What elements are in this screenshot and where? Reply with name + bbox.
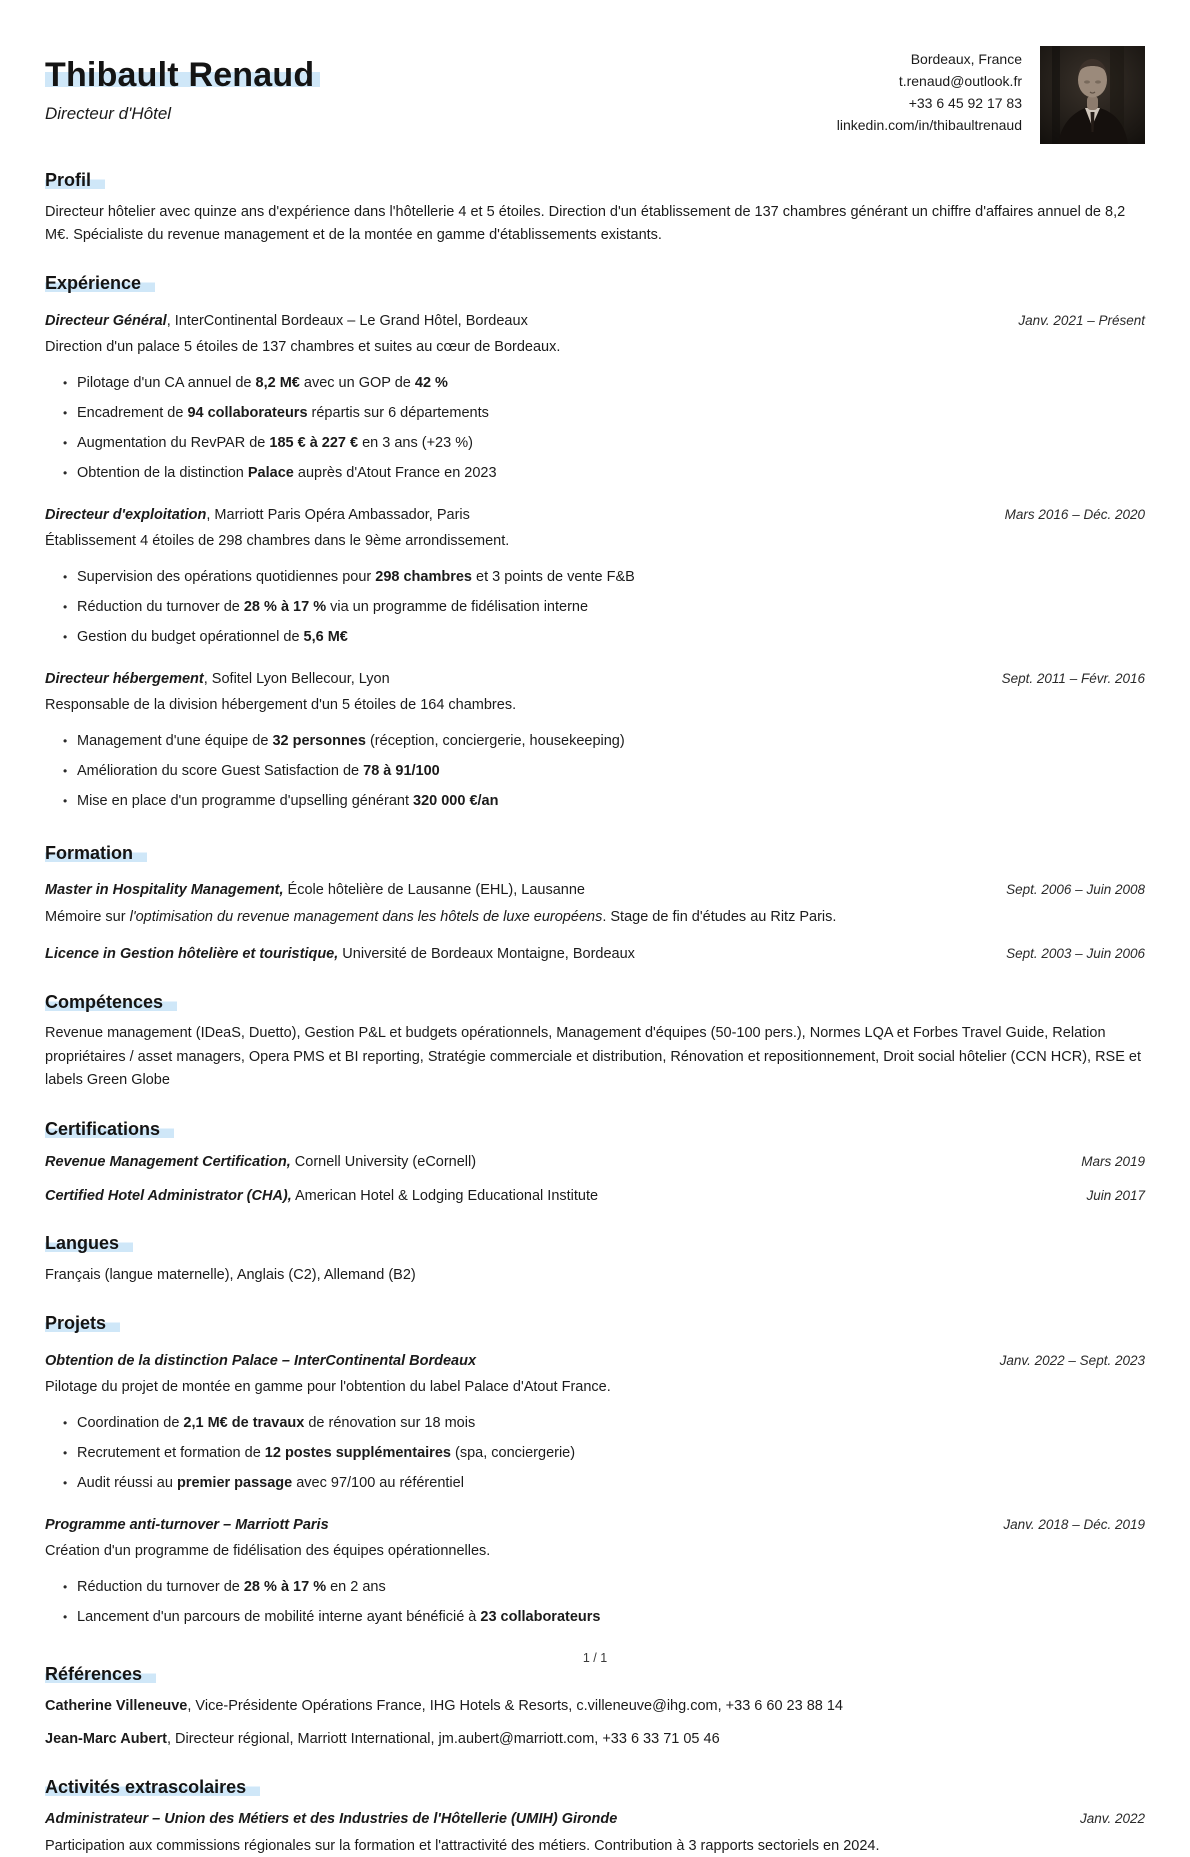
entry-school: Université de Bordeaux Montaigne, Bordeaux xyxy=(338,946,635,963)
project-entry xyxy=(45,1350,1145,1499)
section-heading-activites xyxy=(45,1776,1145,1799)
entry-date: Janv. 2018 – Déc. 2019 xyxy=(1003,1516,1145,1532)
section-langues xyxy=(45,1232,1145,1287)
entry-date: Sept. 2003 – Juin 2006 xyxy=(1006,946,1145,962)
entry-title xyxy=(45,943,635,965)
bullet-text: Recrutement et formation de 12 postes supplémentaires (spa, conciergerie) xyxy=(77,1445,576,1462)
entry-role: Directeur hébergement xyxy=(45,670,204,687)
entry-title xyxy=(45,1514,329,1536)
bullet-item xyxy=(63,1409,1145,1439)
entry-title xyxy=(45,1808,617,1830)
entry-date: Mars 2016 – Déc. 2020 xyxy=(1004,506,1145,522)
reference-name: Catherine Villeneuve xyxy=(45,1698,188,1715)
entry-title xyxy=(45,310,528,332)
certification-issuer: Cornell University (eCornell) xyxy=(290,1154,477,1171)
entry-company: , Sofitel Lyon Bellecour, Lyon xyxy=(203,670,390,687)
certification-entry xyxy=(45,1151,1145,1173)
reference-name: Jean-Marc Aubert xyxy=(45,1730,167,1747)
section-heading-profil-text: Profil xyxy=(45,170,105,190)
bullet-text: Audit réussi au premier passage avec 97/100 au référentiel xyxy=(77,1475,464,1492)
bullet-item xyxy=(63,563,1145,593)
bullet-list xyxy=(63,1573,1145,1633)
entry-date: Janv. 2021 – Présent xyxy=(1018,312,1145,328)
bullet-icon: • xyxy=(63,734,68,749)
contact-linkedin: linkedin.com/in/thibaultrenaud xyxy=(836,117,1022,133)
section-heading-experience-text: Expérience xyxy=(45,273,155,293)
reference-row xyxy=(45,1729,1145,1751)
entry-date: Mars 2019 xyxy=(1081,1154,1145,1170)
contact-block xyxy=(837,48,1022,136)
entry-head xyxy=(45,1350,1145,1372)
entry-head xyxy=(45,668,1145,690)
entry-description: Direction d'un palace 5 étoiles de 137 chambres et suites au cœur de Bordeaux. xyxy=(45,339,561,356)
section-heading-langues-text: Langues xyxy=(45,1233,133,1253)
entry-description: Création d'un programme de fidélisation des équipes opérationnelles. xyxy=(45,1543,491,1560)
bullet-text: Coordination de 2,1 M€ de travaux de rénovation sur 18 mois xyxy=(77,1415,476,1432)
reference-details: , Vice-Présidente Opérations France, IHG Hotels & Resorts, c.villeneuve@ihg.com, +33 6 60 23 88 14 xyxy=(187,1698,843,1715)
section-heading-competences-text: Compétences xyxy=(45,992,177,1012)
entry-head xyxy=(45,879,1145,901)
bullet-icon: • xyxy=(63,1446,68,1461)
section-heading-references-text: Références xyxy=(45,1664,156,1684)
bullet-item xyxy=(63,1439,1145,1469)
bullet-icon: • xyxy=(63,406,68,421)
profile-photo-image xyxy=(1040,46,1145,144)
section-heading-experience xyxy=(45,272,1145,295)
bullet-icon: • xyxy=(63,1476,68,1491)
entry-date: Janv. 2022 xyxy=(1079,1811,1145,1827)
bullet-list xyxy=(63,727,1145,817)
bullet-list xyxy=(63,1409,1145,1499)
bullet-icon: • xyxy=(63,794,68,809)
entry-description: Responsable de la division hébergement d'un 5 étoiles de 164 chambres. xyxy=(45,697,517,714)
person-job-title: Directeur d'Hôtel xyxy=(45,104,172,124)
bullet-item xyxy=(63,369,1145,399)
entry-title xyxy=(45,1350,476,1372)
certification-name: Certified Hotel Administrator (CHA), xyxy=(45,1187,292,1204)
section-heading-certifications xyxy=(45,1118,1145,1141)
entry-description: Mémoire sur l'optimisation du revenue management dans les hôtels de luxe européens. Stage de fin d'études au Ritz Paris. xyxy=(45,908,837,925)
bullet-text: Supervision des opérations quotidiennes pour 298 chambres et 3 points de vente F&B xyxy=(77,569,635,586)
entry-head xyxy=(45,1514,1145,1536)
experience-entry xyxy=(45,310,1145,489)
bullet-icon: • xyxy=(63,600,68,615)
section-projets xyxy=(45,1312,1145,1632)
entry-description: Établissement 4 étoiles de 298 chambres dans le 9ème arrondissement. xyxy=(45,533,510,550)
bullet-text: Pilotage d'un CA annuel de 8,2 M€ avec un GOP de 42 % xyxy=(77,375,448,392)
header xyxy=(45,46,1145,144)
reference-details: , Directeur régional, Marriott International, jm.aubert@marriott.com, +33 6 33 71 05 46 xyxy=(166,1730,720,1747)
section-references xyxy=(45,1663,1145,1751)
section-heading-projets-text: Projets xyxy=(45,1313,120,1333)
section-competences xyxy=(45,991,1145,1093)
entry-title xyxy=(45,1185,598,1207)
section-profil xyxy=(45,169,1145,247)
reference-row xyxy=(45,1696,1145,1718)
entry-company: , Marriott Paris Opéra Ambassador, Paris xyxy=(206,506,470,523)
experience-entry xyxy=(45,504,1145,653)
section-heading-profil xyxy=(45,169,1145,192)
entry-date: Juin 2017 xyxy=(1086,1187,1145,1203)
bullet-item xyxy=(63,727,1145,757)
entry-school: École hôtelière de Lausanne (EHL), Lausanne xyxy=(283,882,585,899)
bullet-icon: • xyxy=(63,1580,68,1595)
bullet-text: Obtention de la distinction Palace auprès d'Atout France en 2023 xyxy=(77,465,497,482)
section-heading-langues xyxy=(45,1232,1145,1255)
langues-text: Français (langue maternelle), Anglais (C2), Allemand (B2) xyxy=(45,1266,416,1283)
entry-title xyxy=(45,504,470,526)
competences-text: Revenue management (IDeaS, Duetto), Gestion P&L et budgets opérationnels, Management d'équipes (50-100 pers.), Normes LQA et Forbes Travel Guide, Relation propriétaires / asset managers, Opera PMS et BI reporting, Stratégie commerciale et distribution, Rénovation et repositionnement, Droit social hôtelier (CCN HCR), RSE et labels Green Globe xyxy=(45,1025,1142,1089)
bullet-item xyxy=(63,757,1145,787)
bullet-item xyxy=(63,459,1145,489)
person-name: Thibault Renaud xyxy=(45,56,320,94)
bullet-text: Amélioration du score Guest Satisfaction de 78 à 91/100 xyxy=(77,763,440,780)
bullet-item xyxy=(63,787,1145,817)
section-heading-references xyxy=(45,1663,1145,1686)
activite-role: Administrateur – Union des Métiers et des Industries de l'Hôtellerie (UMIH) Gironde xyxy=(45,1811,618,1828)
bullet-text: Lancement d'un parcours de mobilité interne ayant bénéficié à 23 collaborateurs xyxy=(77,1609,601,1626)
bullet-item xyxy=(63,1603,1145,1633)
bullet-text: Réduction du turnover de 28 % à 17 % en 2 ans xyxy=(77,1579,386,1596)
page-number: 1 / 1 xyxy=(582,1651,608,1665)
bullet-icon: • xyxy=(63,764,68,779)
section-heading-formation-text: Formation xyxy=(45,843,147,863)
bullet-item xyxy=(63,593,1145,623)
bullet-item xyxy=(63,429,1145,459)
entry-degree: Master in Hospitality Management, xyxy=(45,882,284,899)
bullet-icon: • xyxy=(63,466,68,481)
bullet-item xyxy=(63,623,1145,653)
bullet-icon: • xyxy=(63,376,68,391)
bullet-item xyxy=(63,399,1145,429)
entry-degree: Licence in Gestion hôtelière et touristique, xyxy=(45,946,339,963)
experience-entry xyxy=(45,668,1145,817)
activite-entry xyxy=(45,1808,1145,1857)
certification-name: Revenue Management Certification, xyxy=(45,1154,291,1171)
section-heading-projets xyxy=(45,1312,1145,1335)
section-heading-activites-text: Activités extrascolaires xyxy=(45,1777,260,1797)
project-name: Programme anti-turnover – Marriott Paris xyxy=(45,1516,329,1533)
section-heading-competences xyxy=(45,991,1145,1014)
bullet-item xyxy=(63,1469,1145,1499)
section-certifications xyxy=(45,1118,1145,1207)
entry-head xyxy=(45,310,1145,332)
certification-issuer: American Hotel & Lodging Educational Institute xyxy=(291,1187,599,1204)
entry-head xyxy=(45,943,1145,965)
bullet-item xyxy=(63,1573,1145,1603)
bullet-icon: • xyxy=(63,436,68,451)
entry-company: , InterContinental Bordeaux – Le Grand Hôtel, Bordeaux xyxy=(166,312,528,329)
profil-summary: Directeur hôtelier avec quinze ans d'expérience dans l'hôtellerie 4 et 5 étoiles. Direction d'un établissement de 137 chambres générant un chiffre d'affaires annuel de 8,2 M€. Spécialiste du revenue management et de la montée en gamme d'établissements existants. xyxy=(45,203,1126,243)
section-experience xyxy=(45,272,1145,816)
contact-phone: +33 6 45 92 17 83 xyxy=(908,95,1022,111)
entry-head xyxy=(45,1151,1145,1173)
bullet-icon: • xyxy=(63,570,68,585)
entry-role: Directeur Général xyxy=(45,312,167,329)
bullet-list xyxy=(63,369,1145,489)
entry-title xyxy=(45,668,390,690)
profile-photo xyxy=(1040,46,1145,144)
section-activites xyxy=(45,1776,1145,1857)
project-name: Obtention de la distinction Palace – InterContinental Bordeaux xyxy=(45,1352,477,1369)
bullet-text: Réduction du turnover de 28 % à 17 % via un programme de fidélisation interne xyxy=(77,599,589,616)
bullet-text: Mise en place d'un programme d'upselling générant 320 000 €/an xyxy=(77,793,499,810)
bullet-icon: • xyxy=(63,1610,68,1625)
entry-head xyxy=(45,504,1145,526)
entry-date: Janv. 2022 – Sept. 2023 xyxy=(999,1352,1145,1368)
bullet-text: Encadrement de 94 collaborateurs répartis sur 6 départements xyxy=(77,405,489,422)
section-heading-formation xyxy=(45,842,1145,865)
bullet-list xyxy=(63,563,1145,653)
entry-head xyxy=(45,1808,1145,1830)
identity-block xyxy=(45,46,837,124)
bullet-text: Management d'une équipe de 32 personnes (réception, conciergerie, housekeeping) xyxy=(77,733,625,750)
formation-entry xyxy=(45,879,1145,928)
bullet-text: Gestion du budget opérationnel de 5,6 M€ xyxy=(77,629,348,646)
entry-date: Sept. 2011 – Févr. 2016 xyxy=(1001,670,1145,686)
bullet-icon: • xyxy=(63,630,68,645)
entry-head xyxy=(45,1185,1145,1207)
entry-role: Directeur d'exploitation xyxy=(45,506,207,523)
person-name-heading xyxy=(45,56,837,95)
bullet-text: Augmentation du RevPAR de 185 € à 227 € en 3 ans (+23 %) xyxy=(77,435,473,452)
section-heading-certifications-text: Certifications xyxy=(45,1119,174,1139)
entry-date: Sept. 2006 – Juin 2008 xyxy=(1006,882,1145,898)
entry-title xyxy=(45,1151,476,1173)
entry-description: Participation aux commissions régionales sur la formation et l'attractivité des métiers. Contribution à 3 rapports sectoriels en 2024. xyxy=(45,1837,880,1854)
contact-location: Bordeaux, France xyxy=(910,51,1022,67)
bullet-icon: • xyxy=(63,1416,68,1431)
project-entry xyxy=(45,1514,1145,1633)
formation-entry xyxy=(45,943,1145,965)
entry-description: Pilotage du projet de montée en gamme pour l'obtention du label Palace d'Atout France. xyxy=(45,1379,611,1396)
section-formation xyxy=(45,842,1145,966)
entry-title xyxy=(45,879,585,901)
certification-entry xyxy=(45,1185,1145,1207)
contact-email: t.renaud@outlook.fr xyxy=(898,73,1022,89)
